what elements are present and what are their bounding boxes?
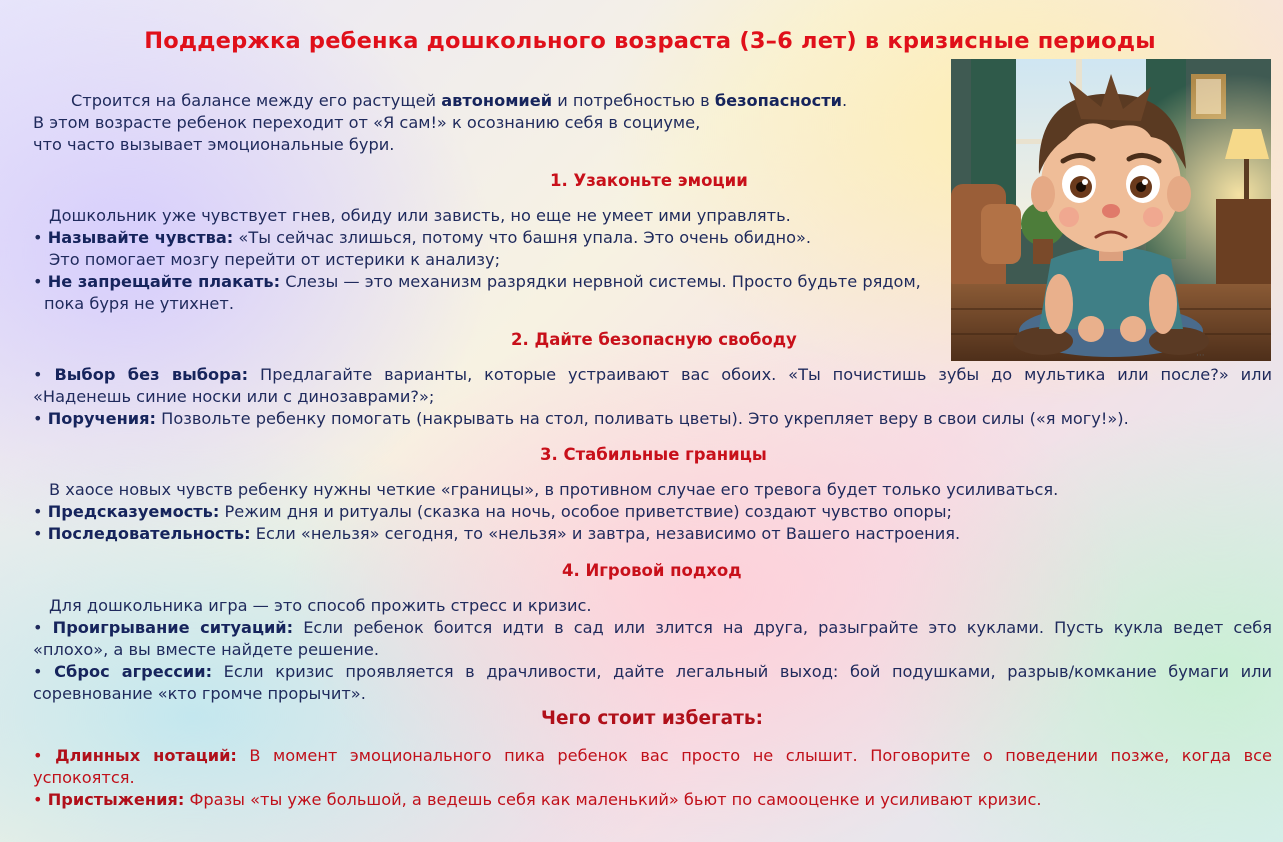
intro-line-2: В этом возрасте ребенок переходит от «Я сам!» к осознанию себя в социуме, (33, 113, 701, 132)
section-1-heading: 1. Узаконьте эмоции (550, 171, 748, 190)
section-1-bullet-1-cont: Это помогает мозгу перейти от истерики к анализу; (49, 250, 501, 269)
sad-child-illustration (951, 59, 1271, 361)
section-1-bullet-2: • Не запрещайте плакать: Слезы — это механизм разрядки нервной системы. Просто будьте рядом, (33, 272, 921, 291)
section-2-bullet-1: • Выбор без выбора: Предлагайте варианты, которые устраивают вас обоих. «Ты почистишь зубы до мультика или после?» или (33, 365, 1272, 384)
section-2-heading: 2. Дайте безопасную свободу (511, 330, 797, 349)
section-2-bullet-1-cont: «Наденешь синие носки или с динозаврами?»; (33, 387, 435, 406)
section-1-bullet-2-cont: пока буря не утихнет. (44, 294, 234, 313)
avoid-bullet-1-cont: успокоятся. (33, 768, 135, 787)
section-3-heading: 3. Стабильные границы (540, 445, 767, 464)
intro-line-3: что часто вызывает эмоциональные бури. (33, 135, 395, 154)
intro-line-1: Строится на балансе между его растущей автономией и потребностью в безопасности. (71, 91, 848, 110)
section-3-bullet-2: • Последовательность: Если «нельзя» сегодня, то «нельзя» и завтра, независимо от Вашего настроения. (33, 524, 961, 543)
section-1-lead: Дошкольник уже чувствует гнев, обиду или зависть, но еще не умеет ими управлять. (49, 206, 791, 225)
avoid-bullet-1: • Длинных нотаций: В момент эмоционального пика ребенок вас просто не слышит. Поговорите о поведении позже, когда все (33, 746, 1273, 765)
section-1-bullet-1: • Называйте чувства: «Ты сейчас злишься, потому что башня упала. Это очень обидно». (33, 228, 812, 247)
page-title: Поддержка ребенка дошкольного возраста (3–6 лет) в кризисные периоды (144, 28, 1156, 54)
section-2-bullet-2: • Поручения: Позвольте ребенку помогать (накрывать на стол, поливать цветы). Это укрепляет веру в свои силы («я могу!»). (33, 409, 1129, 428)
section-3-lead: В хаосе новых чувств ребенку нужны четкие «границы», в противном случае его тревога будет только усиливаться. (49, 480, 1059, 499)
section-4-bullet-1: • Проигрывание ситуаций: Если ребенок боится идти в сад или злится на друга, разыграйте это куклами. Пусть кукла ведет себя (33, 618, 1272, 637)
section-4-bullet-2-cont: соревнование «кто громче прорычит». (33, 684, 366, 703)
section-4-heading: 4. Игровой подход (562, 561, 742, 580)
avoid-heading: Чего стоит избегать: (541, 708, 763, 729)
section-3-bullet-1: • Предсказуемость: Режим дня и ритуалы (сказка на ночь, особое приветствие) создают чувство опоры; (33, 502, 952, 521)
section-4-lead: Для дошкольника игра — это способ прожить стресс и кризис. (49, 596, 592, 615)
section-4-bullet-1-cont: «плохо», а вы вместе найдете решение. (33, 640, 380, 659)
section-4-bullet-2: • Сброс агрессии: Если кризис проявляется в драчливости, дайте легальный выход: бой подушками, разрыв/комкание бумаги или (33, 662, 1272, 681)
image-ellipsis: ··· (1196, 351, 1205, 361)
avoid-bullet-2: • Пристыжения: Фразы «ты уже большой, а ведешь себя как маленький» бьют по самооценке и усиливают кризис. (33, 790, 1042, 809)
